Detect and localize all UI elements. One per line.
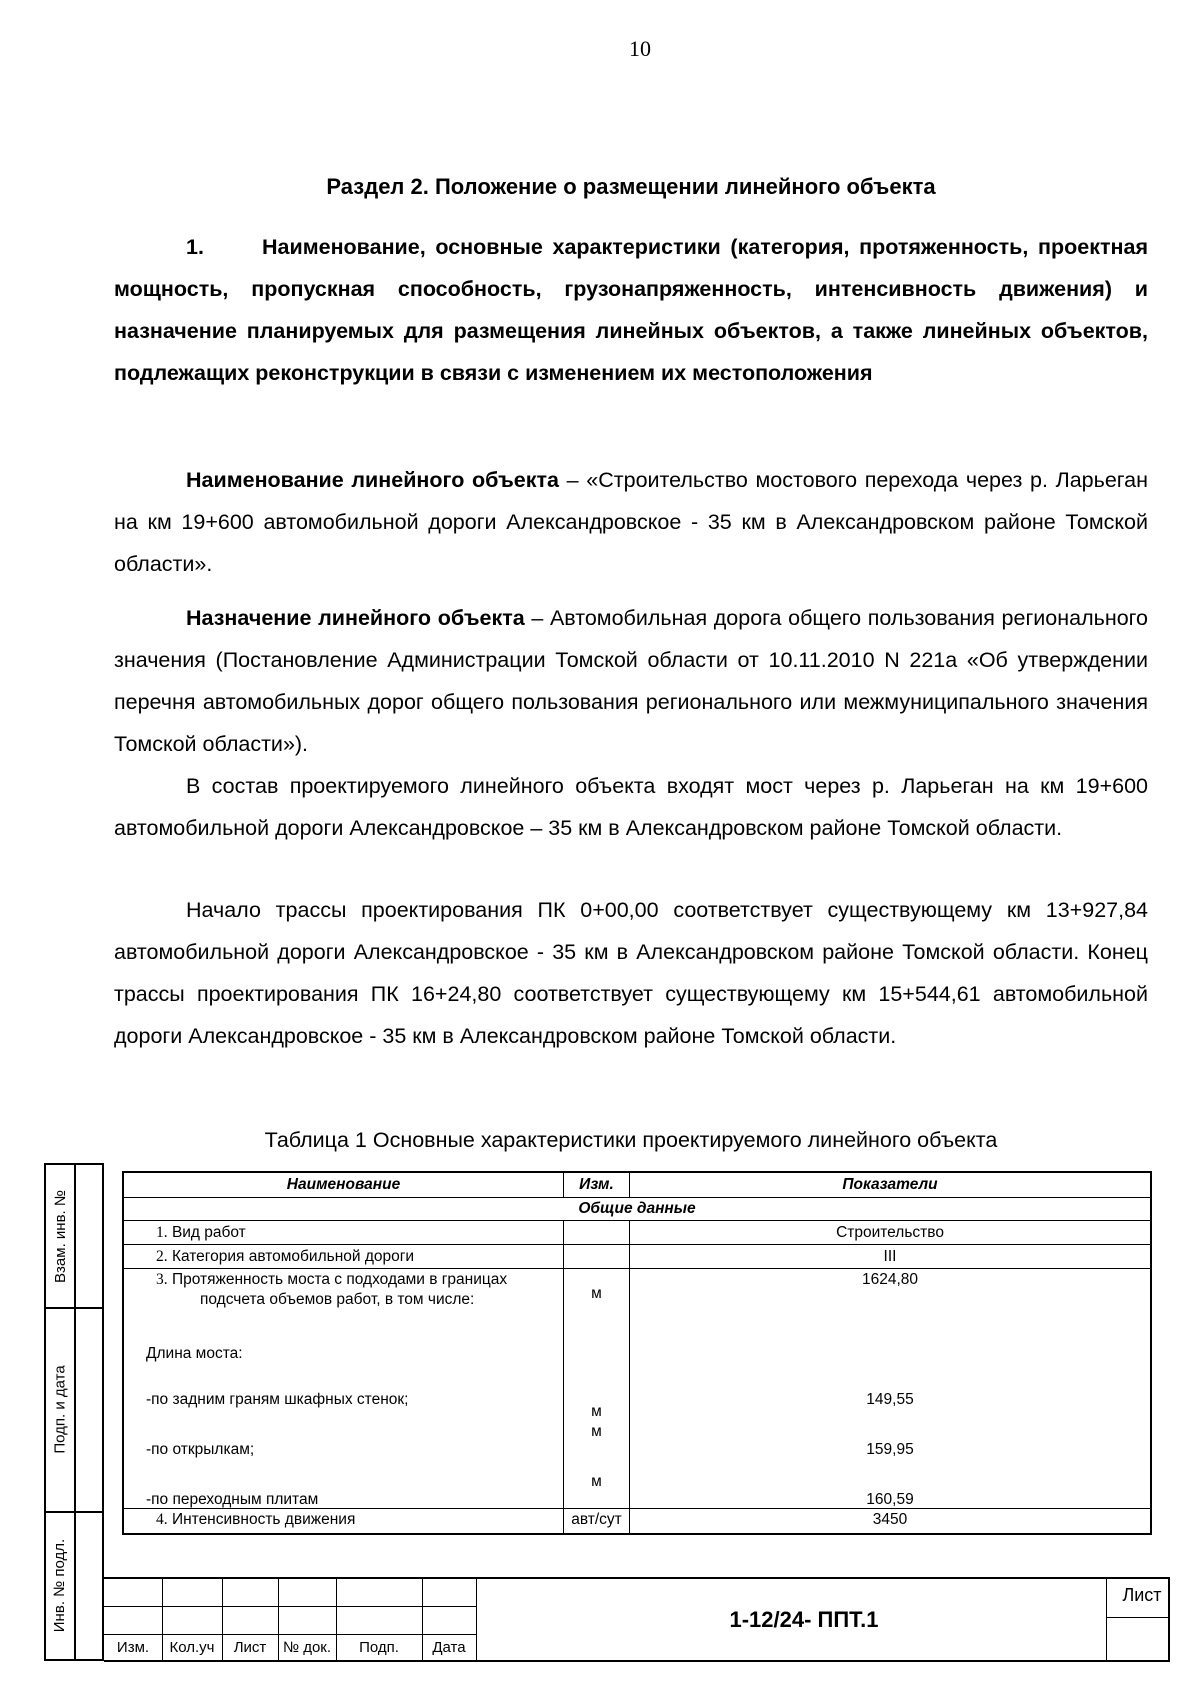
side-stamp: [44, 1163, 104, 1661]
route-limits-text: Начало трассы проектирования ПК 0+00,00 соответствует существующему км 13+927,84 автомобильной дороги Александровское - 35 км в Александровском районе Томской области. Конец трассы проектирования ПК 16+24,80 соответствует существующему км 15+544,61 автомобильной дороги Александровское - 35 км в Александровском районе Томской области.: [114, 898, 1148, 1048]
page-number: 10: [629, 36, 651, 61]
stamp-col-doc: № док.: [282, 1639, 332, 1656]
stamp-col-change: Изм.: [116, 1639, 150, 1656]
row-number: 2.: [156, 1248, 168, 1265]
section-heading: [114, 226, 1148, 394]
sub-row-unit: м: [591, 1423, 602, 1440]
paragraph-object-name: [114, 459, 1148, 585]
row-unit: м: [591, 1285, 602, 1302]
stamp-col-sheet: Лист: [233, 1639, 267, 1656]
table-row: [124, 1245, 1150, 1269]
table-group-row: [124, 1198, 1150, 1221]
document-code: 1-12/24- ППТ.1: [729, 1607, 879, 1632]
bridge-length-title: Длина моста:: [146, 1345, 243, 1362]
header-name: Наименование: [124, 1173, 564, 1197]
row-value: III: [883, 1248, 897, 1265]
row-value: 1624,80: [861, 1271, 919, 1288]
section-title: Раздел 2. Положение о размещении линейного объекта: [326, 174, 936, 199]
sub-row-value: 159,95: [866, 1441, 914, 1458]
row-number: 1.: [156, 1224, 168, 1241]
object-purpose-label: Назначение линейного объекта: [186, 606, 525, 630]
row-unit: авт/сут: [564, 1509, 630, 1533]
object-composition-text: В состав проектируемого линейного объекта входят мост через р. Ларьеган на км 19+600 автомобильной дороги Александровское – 35 км в Александровском районе Томской области.: [114, 774, 1148, 840]
table-caption: Таблица 1 Основные характеристики проектируемого линейного объекта: [264, 1128, 998, 1152]
row-name-line1: Протяженность моста с подходами в границах: [171, 1271, 508, 1288]
row-name: Категория автомобильной дороги: [171, 1248, 415, 1265]
row-value: Строительство: [836, 1224, 944, 1241]
row-name: Вид работ: [171, 1224, 246, 1241]
table-row: [124, 1221, 1150, 1245]
sub-row-name: -по переходным плитам: [146, 1491, 319, 1508]
row-unit: [564, 1245, 630, 1268]
side-stamp-signature-date: Подп. и дата: [51, 1364, 69, 1454]
sheet-label: Лист: [1122, 1585, 1162, 1605]
row-number: 4.: [156, 1511, 168, 1528]
paragraph-route-limits: [114, 889, 1148, 1057]
side-stamp-replacement-inv: Взам. инв. №: [51, 1189, 69, 1283]
heading-text: Наименование, основные характеристики (категория, протяженность, проектная мощность, пропускная способность, грузонапряженность, интенсивность движения) и назначение планируемых для размещения линейных объектов, а также линейных объектов, подлежащих реконструкции в связи с изменением их местоположения: [114, 235, 1148, 385]
table-row-length: [124, 1269, 1150, 1509]
stamp-col-date: Дата: [432, 1639, 466, 1656]
sub-row-unit: м: [591, 1403, 602, 1420]
object-purpose-text: – Автомобильная дорога общего пользования регионального значения (Постановление Администрации Томской области от 10.11.2010 N 221а «Об утверждении перечня автомобильных дорог общего пользования регионального или межмуниципального значения Томской области»).: [114, 606, 1148, 756]
row-name: Интенсивность движения: [171, 1511, 356, 1528]
sub-row-name: -по открылкам;: [146, 1441, 255, 1458]
table-row: [124, 1509, 1150, 1533]
heading-number: 1.: [186, 235, 204, 259]
sub-row-name: -по задним граням шкафных стенок;: [146, 1391, 409, 1408]
row-number: 3.: [156, 1271, 168, 1288]
header-unit: Изм.: [564, 1173, 630, 1197]
stamp-col-count: Кол.уч: [169, 1639, 215, 1656]
side-stamp-original-inv: Инв. № подл.: [51, 1538, 69, 1632]
row-name-line2: подсчета объемов работ, в том числе:: [200, 1291, 475, 1308]
stamp-col-signature: Подп.: [359, 1639, 399, 1656]
object-name-label: Наименование линейного объекта: [186, 468, 560, 492]
header-value: Показатели: [842, 1176, 938, 1193]
sub-row-unit: м: [591, 1473, 602, 1490]
title-block: [104, 1577, 1170, 1662]
row-value: 3450: [872, 1511, 908, 1528]
characteristics-table: [122, 1171, 1152, 1535]
sub-row-value: 160,59: [866, 1491, 914, 1508]
sub-row-value: 149,55: [866, 1391, 914, 1408]
object-name-text: – «Строительство мостового перехода через р. Ларьеган на км 19+600 автомобильной дороги Александровское - 35 км в Александровском районе Томской области».: [114, 468, 1148, 576]
paragraph-object-composition: [114, 765, 1148, 849]
paragraph-object-purpose: [114, 597, 1148, 765]
row-unit: [564, 1221, 630, 1244]
group-title: Общие данные: [578, 1200, 696, 1217]
table-header-row: [124, 1173, 1150, 1198]
